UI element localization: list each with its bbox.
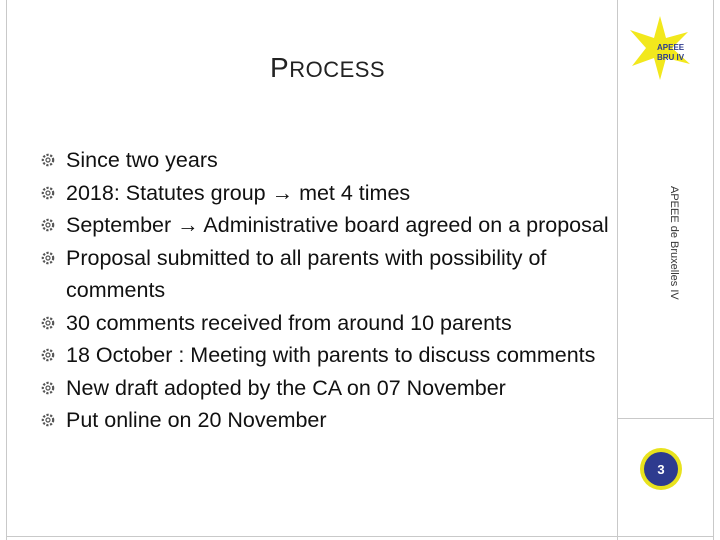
bullet-item [40,144,610,177]
bullet-item [40,372,610,405]
bullet-text: 30 comments received from around 10 parents [66,310,512,335]
page-number-badge [640,448,682,490]
logo-line2: BRU IV [657,53,685,62]
logo-line1: APEEE [657,43,685,52]
frame-divider [617,418,714,419]
bullet-item [40,307,610,340]
star-logo-icon [624,14,692,82]
bullet-list [40,144,610,437]
bullet-text: 18 October : Meeting with parents to discuss comments [66,343,596,367]
title-initial: P [270,52,290,83]
slide-title [270,52,385,84]
title-rest: ROCESS [289,57,386,82]
bullet-text: Proposal submitted to all parents with possibility of comments [66,245,547,302]
frame-right-line-outer [713,0,714,540]
bullet-item [40,177,610,210]
frame-left-line [6,0,7,540]
bullet-text: 2018: Statutes group → met 4 times [66,180,411,205]
bullet-item [40,242,610,307]
apeee-logo [624,14,692,82]
bullet-text: New draft adopted by the CA on 07 November [66,375,506,400]
bullet-text: September → Administrative board agreed on a proposal [66,213,609,237]
gear-bullet-icon [40,250,56,266]
gear-bullet-icon [40,185,56,201]
frame-bottom-line [6,536,714,537]
gear-bullet-icon [40,152,56,168]
gear-bullet-icon [40,315,56,331]
bullet-item [40,404,610,437]
gear-bullet-icon [40,217,56,233]
gear-bullet-icon [40,380,56,396]
bullet-item [40,339,610,372]
frame-right-line [617,0,618,540]
page-number: 3 [644,452,678,486]
bullet-text: Put online on 20 November [66,408,327,432]
bullet-text: Since two years [66,148,218,172]
side-label: APEEE de Bruxelles IV [668,186,680,300]
gear-bullet-icon [40,347,56,363]
bullet-item [40,209,610,242]
gear-bullet-icon [40,412,56,428]
